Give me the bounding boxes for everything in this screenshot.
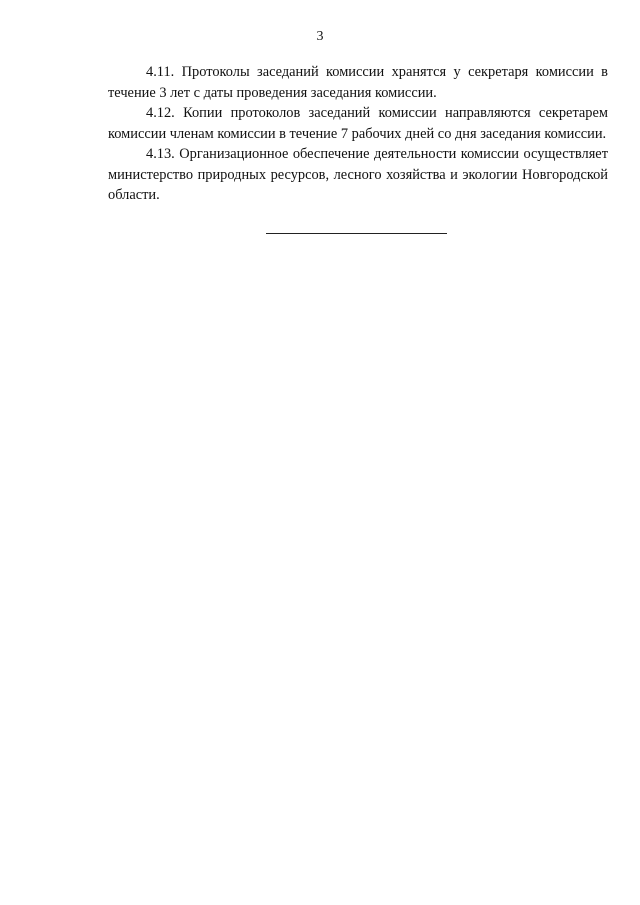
end-divider-line bbox=[266, 233, 447, 234]
paragraph-number: 4.12. bbox=[146, 105, 175, 121]
paragraph-text: Копии протоколов заседаний комиссии направляются секретарем комиссии членам комиссии в течение 7 рабочих дней со дня заседания комиссии. bbox=[108, 105, 608, 142]
document-body bbox=[108, 62, 608, 206]
paragraph-4-13 bbox=[108, 144, 608, 206]
paragraph-number: 4.11. bbox=[146, 64, 175, 80]
paragraph-4-11 bbox=[108, 62, 608, 103]
paragraph-text: Протоколы заседаний комиссии хранятся у секретаря комиссии в течение 3 лет с даты проведения заседания комиссии. bbox=[108, 64, 608, 101]
page-number: 3 bbox=[316, 29, 324, 44]
paragraph-4-12 bbox=[108, 103, 608, 144]
paragraph-number: 4.13. bbox=[146, 146, 175, 162]
paragraph-text: Организационное обеспечение деятельности комиссии осуществляет министерство природных ресурсов, лесного хозяйства и экологии Новгородской области. bbox=[108, 146, 608, 203]
